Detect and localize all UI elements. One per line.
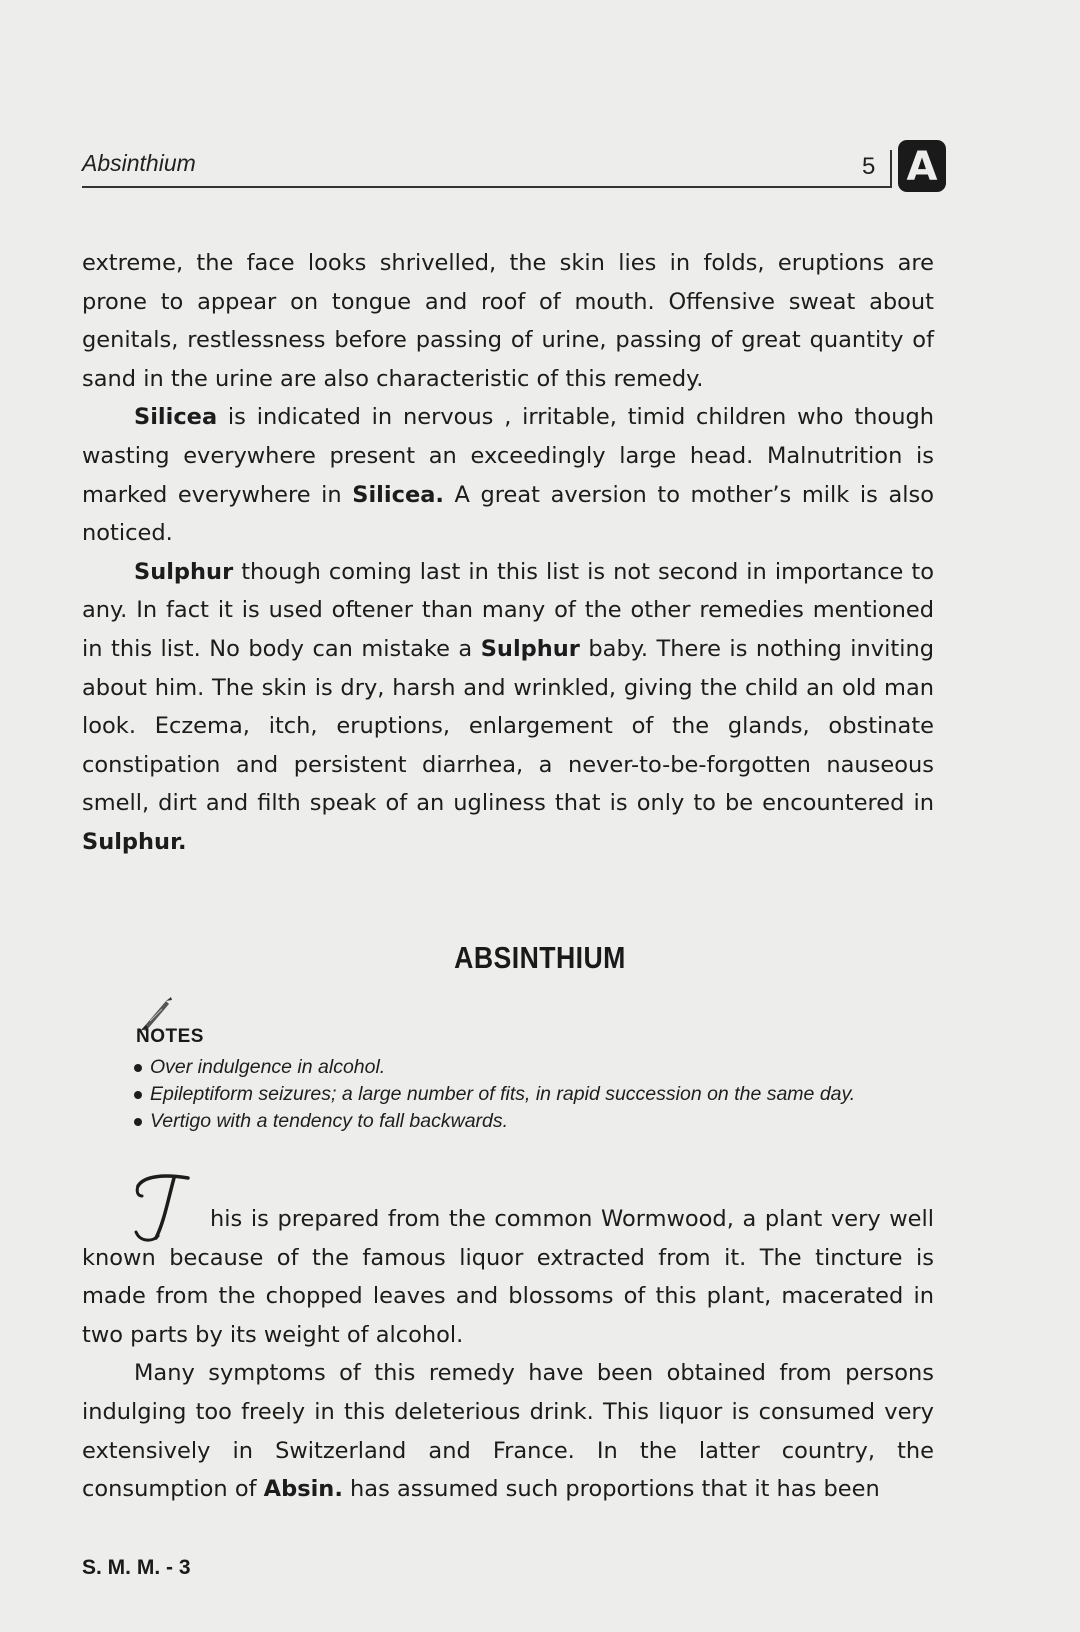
paragraph-sulphur: [82, 553, 934, 862]
paragraph-text: though coming last in this list is not second in importance to any. In fact it is used oftener than many of the other remedies mentioned in this list. No body can mistake a: [82, 558, 934, 662]
note-item: [134, 1054, 894, 1080]
paragraph-text: has assumed such proportions that it has been: [342, 1476, 880, 1503]
paragraph-symptoms: [82, 1354, 934, 1508]
term-silicea-2: Silicea.: [352, 481, 444, 508]
bullet-icon: [134, 1064, 142, 1072]
term-sulphur-3: Sulphur.: [82, 828, 187, 855]
signature-mark: S. M. M. - 3: [82, 1556, 191, 1579]
paragraph-text: his is prepared from the common Wormwood, a plant very well known because of the famous liquor extracted from it. The tincture is made from the chopped leaves and blossoms of this plant, macerated in two parts by its weight of alcohol.: [82, 1206, 934, 1348]
term-absin: Absin.: [263, 1476, 343, 1503]
section-letter-badge: A: [898, 140, 946, 192]
term-sulphur: Sulphur: [134, 558, 234, 585]
paragraph-wormwood: [82, 1200, 934, 1354]
header-divider: [890, 150, 892, 188]
note-item: [134, 1081, 894, 1107]
note-text: Over indulgence in alcohol.: [150, 1056, 386, 1078]
bullet-icon: [134, 1118, 142, 1126]
paragraph-silicea: [82, 398, 934, 552]
notes-list: [134, 1054, 894, 1135]
section-absinthium: [82, 1200, 934, 1509]
paragraph-text: A great aversion to mother’s milk is also noticed.: [82, 481, 934, 547]
section-continuation: [82, 244, 934, 862]
paragraph-text: Many symptoms of this remedy have been obtained from persons indulging too freely in this deleterious drink. This liquor is consumed very extensively in Switzerland and France. In the latter country, the consumption of: [82, 1360, 934, 1503]
paragraph-extreme: extreme, the face looks shrivelled, the skin lies in folds, eruptions are prone to appear on tongue and roof of mouth. Offensive sweat about genitals, restlessness before passing of urine, passing of great quantity of sand in the urine are also characteristic of this remedy.: [82, 250, 934, 392]
notes-label: NOTES: [136, 1026, 204, 1047]
dropcap-letter-t: [134, 1172, 190, 1244]
term-sulphur-2: Sulphur: [480, 635, 580, 662]
paragraph-text: baby. There is nothing inviting about him. The skin is dry, harsh and wrinkled, giving the child an old man look. Eczema, itch, eruptions, enlargement of the glands, obstinate constipation and persistent diarrhea, a never-to-be-forgotten nauseous smell, dirt and filth speak of an ugliness that is only to be encountered in: [82, 635, 934, 817]
header-rule: [82, 186, 892, 188]
term-silicea: Silicea: [134, 404, 218, 431]
running-title: Absinthium: [82, 150, 196, 176]
remedy-heading: ABSINTHIUM: [454, 940, 626, 975]
note-item: [134, 1108, 894, 1134]
bullet-icon: [134, 1091, 142, 1099]
dropcap-paragraph: [82, 1200, 934, 1354]
note-text: Vertigo with a tendency to fall backwards.: [150, 1110, 509, 1132]
paragraph-text: is indicated in nervous , irritable, timid children who though wasting everywhere present an exceedingly large head. Malnutrition is marked everywhere in: [82, 404, 934, 508]
page-number: 5: [862, 153, 876, 180]
note-text: Epileptiform seizures; a large number of fits, in rapid succession on the same day.: [150, 1083, 856, 1105]
